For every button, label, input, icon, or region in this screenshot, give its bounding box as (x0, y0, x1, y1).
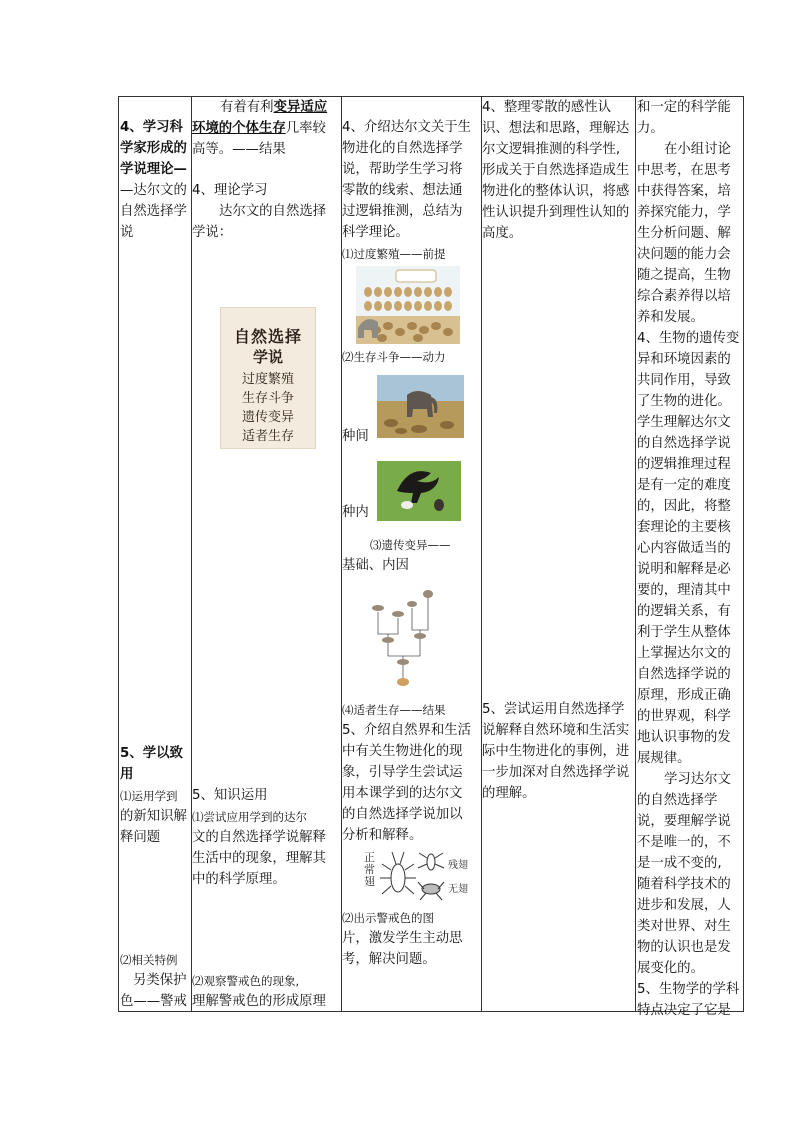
text-line: 展变化的。 (637, 961, 704, 976)
text-line: 物的认识也是发 (637, 940, 731, 955)
text-line: 科学理论。 (342, 225, 409, 240)
book-cover-image (220, 307, 316, 449)
text-line: ⑵观察警戒色的现象, (192, 974, 300, 988)
text-line: 上掌握达尔文的 (637, 646, 731, 661)
text-line: 文的自然选择学说解释 (192, 830, 326, 845)
text-line: 不是唯一的，不 (637, 835, 731, 850)
text-line: 在小组讨论 (664, 142, 731, 157)
small-insect-icon (416, 848, 446, 874)
label-normal-wing (364, 852, 375, 888)
text-line: 释问题 (120, 830, 161, 845)
label-no-wing: 无翅 (448, 884, 468, 895)
section-heading: 5、知识运用 (192, 788, 268, 803)
text-line: ⑴运用学到 (120, 789, 178, 803)
text-line: 过逻辑推测，总结为 (342, 204, 463, 219)
section-heading: 4、理论学习 (192, 183, 268, 198)
text-line: 随之提高，生物 (637, 268, 731, 283)
text-line: 生分析问题、解 (637, 226, 731, 241)
text-line: 异和环境因素的 (637, 352, 731, 367)
text-line: —达尔文的 (120, 183, 187, 198)
text-line: 象，引导学生尝试运 (342, 765, 463, 780)
overproduction-illustration (356, 266, 460, 344)
underlined-text: 变异适应 (273, 100, 328, 115)
text-line: 物进化的整体认识，将感 (482, 184, 630, 199)
insect-label: 翅 (364, 875, 375, 888)
text-line: 色——警戒 (120, 994, 187, 1009)
text-line: ⑴过度繁殖——前提 (342, 247, 446, 261)
text-line: 5、生物学的学科 (637, 982, 740, 997)
text-line: ⑵出示警戒色的图 (342, 911, 434, 925)
text-line: 和一定的科学能 (637, 100, 731, 115)
text-line: ⑵生存斗争——动力 (342, 350, 446, 364)
text-line: 养和发展。 (637, 310, 704, 325)
text-line: 展规律。 (637, 751, 691, 766)
text-line: 说 (120, 225, 134, 240)
text-line: 的逻辑推理过程 (637, 457, 731, 472)
text-line: 特点决定了它是 (637, 1003, 731, 1018)
beetle-icon (378, 848, 418, 904)
text-line: 共同作用，导致 (637, 373, 731, 388)
text-line: 形成关于自然选择造成生 (482, 163, 630, 178)
crawling-insect-icon (416, 876, 446, 902)
text-line: 的新知识解 (120, 809, 187, 824)
text-line: 高等。——结果 (192, 142, 286, 157)
text-line: 际中生物进化的事例，进 (482, 744, 630, 759)
text-line: ⑵相关特例 (120, 953, 178, 967)
text-line: 进步和发展，人 (637, 898, 731, 913)
elephant-population-icon (356, 266, 460, 344)
text-line (220, 98, 327, 119)
cover-item: 遗传变异 (241, 410, 294, 425)
text-line: 高度。 (482, 226, 523, 241)
text-line: 基础、内因 (342, 558, 409, 573)
text-span: 几率较 (285, 121, 326, 136)
text-line: ⑶遗传变异—— (370, 538, 451, 552)
section-heading: 学说理论— (120, 162, 187, 177)
text-line: 是一成不变的, (637, 856, 722, 871)
text-line: 学说： (192, 225, 233, 240)
elephant-lions-icon (377, 375, 464, 438)
cover-title: 自然选择 (233, 327, 302, 346)
text-line: 自然选择学 (120, 204, 187, 219)
text-line: 片，激发学生主动思 (342, 931, 463, 946)
insect-wings-illustration (360, 848, 472, 904)
text-line: 类对世界、对生 (637, 919, 731, 934)
text-line: 说解释自然环境和生活实 (482, 723, 630, 738)
text-line: 的世界观，科学 (637, 709, 731, 724)
text-line: 物进化的自然选择学 (342, 141, 463, 156)
text-line: 5、介绍自然界和生活 (342, 723, 472, 738)
text-line: 性认识提升到理性认知的 (482, 205, 630, 220)
variation-tree-diagram (368, 578, 438, 694)
text-line: 随着科学技术的 (637, 877, 731, 892)
text-line: 综合素养得以培 (637, 289, 731, 304)
cover-item: 生存斗争 (241, 391, 294, 406)
cover-item: 过度繁殖 (241, 372, 294, 387)
section-heading: 用 (120, 767, 134, 782)
text-line: 决问题的能力会 (637, 247, 731, 262)
evolution-tree-icon (368, 578, 438, 694)
text-line: 中获得答案，培 (637, 184, 731, 199)
section-heading: 5、学以致 (120, 746, 183, 761)
text-line: 的自然选择学 (637, 793, 718, 808)
text-line: 中思考，在思考 (637, 163, 731, 178)
text-line: 利于学生从整体 (637, 625, 731, 640)
section-heading: 4、学习科 (120, 120, 183, 135)
underlined-text: 环境的个体生存 (192, 121, 286, 136)
text-line: 5、尝试运用自然选择学 (482, 702, 625, 717)
text-line: 说明和解释是必 (637, 562, 731, 577)
text-line: 说，要理解学说 (637, 814, 731, 829)
birds-fighting-icon (377, 461, 461, 521)
text-line: 的自然选择学说加以 (342, 807, 463, 822)
text-line: 生活中的现象，理解其 (192, 851, 326, 866)
text-line: 的逻辑关系，有 (637, 604, 731, 619)
text-line: 种间 (342, 429, 369, 444)
insect-label: 常 (364, 863, 375, 876)
text-line: 4、介绍达尔文关于生 (342, 120, 472, 135)
text-line: 另类保护 (133, 973, 187, 988)
text-line: 达尔文的自然选择 (219, 204, 327, 219)
text-line: 用本课学到的达尔文 (342, 786, 463, 801)
text-line: 中的科学原理。 (192, 872, 286, 887)
label-short-wing: 残翅 (448, 860, 468, 871)
cover-item: 适者生存 (241, 429, 294, 444)
interspecies-struggle-photo (377, 375, 464, 438)
text-line: 套理论的主要核 (637, 520, 731, 535)
cover-subtitle: 学说 (252, 348, 283, 366)
insect-label: 正 (364, 851, 375, 864)
text-line: 理解警戒色的形成原理 (192, 994, 326, 1009)
column-divider (635, 97, 636, 1011)
text-line: 心内容做适当的 (637, 541, 731, 556)
text-line: 尔文逻辑推测的科学性, (482, 142, 621, 157)
text-span: 有着有利 (220, 100, 274, 115)
text-line: 零散的线索、想法通 (342, 183, 463, 198)
text-line: 学习达尔文 (664, 772, 731, 787)
text-line: 说，帮助学生学习将 (342, 162, 463, 177)
text-line: 一步加深对自然选择学说 (482, 765, 630, 780)
text-line: ⑷适者生存——结果 (342, 703, 446, 717)
text-line: 识、想法和思路，理解达 (482, 121, 630, 136)
text-line: 的理解。 (482, 786, 536, 801)
text-line: 4、整理零散的感性认 (482, 100, 612, 115)
text-line (192, 119, 326, 140)
text-line: 养探究能力，学 (637, 205, 731, 220)
text-line: 考，解决问题。 (342, 952, 436, 967)
text-line: 的，因此，将整 (637, 499, 731, 514)
text-line: 原理，形成正确 (637, 688, 731, 703)
text-line: 学生理解达尔文 (637, 415, 731, 430)
text-line: 了生物的进化。 (637, 394, 731, 409)
section-heading: 学家形成的 (120, 141, 187, 156)
text-line: 种内 (342, 505, 369, 520)
text-line: 是有一定的难度 (637, 478, 731, 493)
text-line: ⑴尝试应用学到的达尔 (192, 810, 307, 824)
text-line: 力。 (637, 121, 664, 136)
text-line: 要的，理清其中 (637, 583, 731, 598)
text-line: 4、生物的遗传变 (637, 331, 740, 346)
text-line: 分析和解释。 (342, 828, 423, 843)
intraspecies-struggle-photo (377, 461, 461, 521)
text-line: 自然选择学说的 (637, 667, 731, 682)
text-line: 的自然选择学说 (637, 436, 731, 451)
text-line: 地认识事物的发 (637, 730, 731, 745)
text-line: 中有关生物进化的现 (342, 744, 463, 759)
